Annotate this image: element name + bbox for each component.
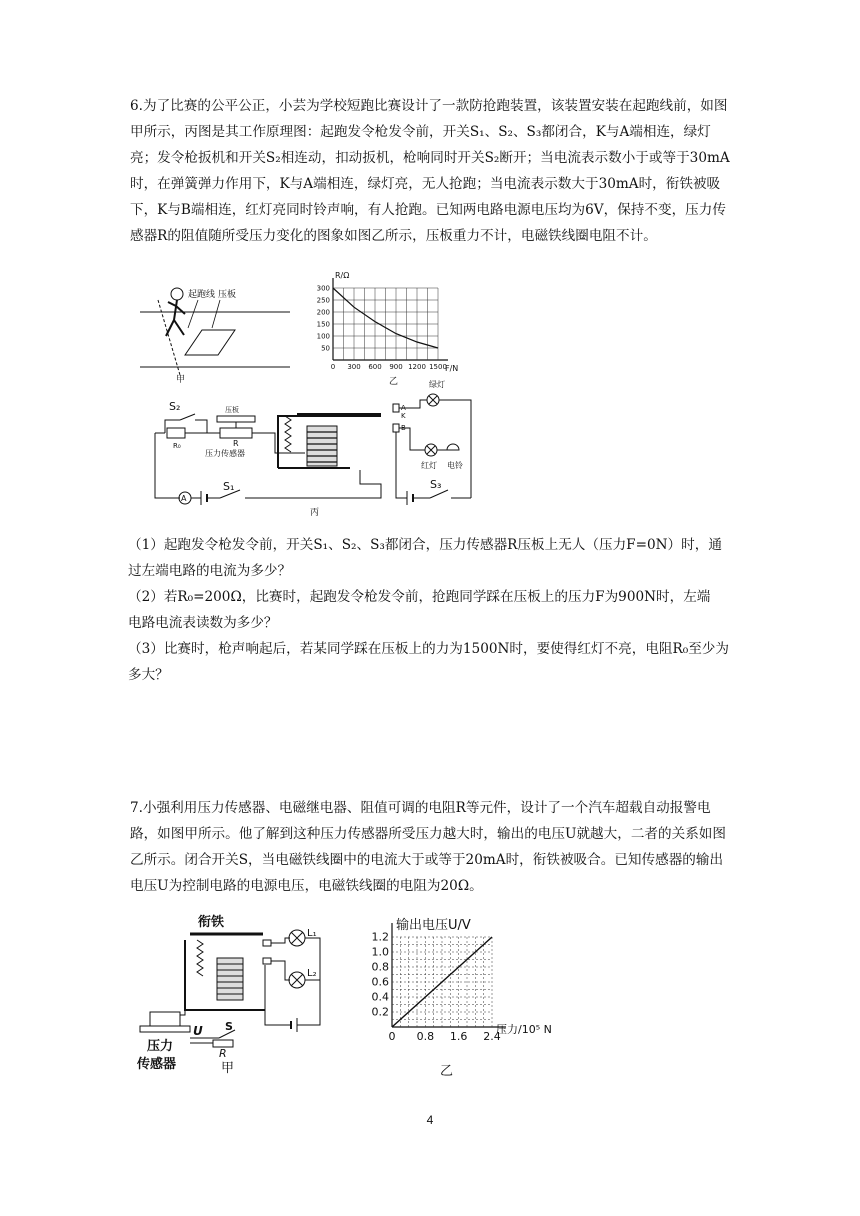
chart6-caption: 乙: [389, 377, 399, 387]
svg-text:压力传感器: 压力传感器: [205, 449, 245, 458]
resistor-r-icon: [213, 1040, 233, 1047]
chart7-ytick-label: 1.0: [371, 945, 389, 959]
svg-text:L₂: L₂: [307, 968, 317, 979]
bell-icon: [447, 444, 459, 450]
chart7-xlabel: 压力/10⁵ N: [496, 1023, 552, 1036]
svg-text:甲: 甲: [221, 1061, 235, 1076]
svg-text:压板: 压板: [225, 406, 239, 414]
svg-text:R: R: [233, 439, 239, 448]
chart7-xtick-label: 1.6: [449, 1030, 468, 1043]
caption-jia: 甲: [176, 375, 186, 385]
sensor-icon: [150, 1012, 180, 1026]
chart7-ytick-label: 0.2: [371, 1005, 389, 1019]
resistor-r0-icon: [167, 428, 185, 438]
q6-sub2b: 电路电流表读数为多少？: [128, 615, 278, 631]
chart6-xtick-label: 0: [330, 363, 336, 371]
chart6-ylabel: R/Ω: [335, 271, 350, 280]
chart7-xtick-label: 0: [388, 1030, 396, 1043]
chart7-ytick-label: 0.8: [371, 960, 389, 974]
svg-text:丙: 丙: [310, 508, 320, 518]
q6-sub2a: （2）若R₀=200Ω，比赛时，起跑发令枪发令前，抢跑同学踩在压板上的压力F为900N时，左端: [128, 589, 711, 605]
chart6-xtick-label: 1200: [408, 363, 426, 371]
q6-subquestions: [128, 532, 730, 688]
svg-text:R: R: [219, 1047, 227, 1060]
svg-text:电铃: 电铃: [447, 461, 463, 470]
spring-icon: [285, 416, 291, 452]
label-plate: 压板: [218, 290, 237, 300]
svg-text:A: A: [401, 404, 406, 412]
svg-text:U: U: [193, 1024, 203, 1038]
svg-text:红灯: 红灯: [421, 461, 437, 470]
q7-chart-yi: [362, 915, 592, 1080]
svg-text:S₂: S₂: [169, 400, 181, 413]
chart7-xtick-label: 0.8: [416, 1030, 435, 1043]
chart6-ytick-label: 50: [321, 344, 330, 353]
chart7-ytick-label: 1.2: [371, 930, 389, 944]
svg-text:A: A: [181, 494, 187, 503]
chart7-ylabel: 输出电压U/V: [396, 918, 471, 933]
chart6-ytick-label: 200: [316, 308, 330, 317]
page-number: 4: [426, 1113, 434, 1127]
q6-figure-jia: [140, 280, 300, 385]
svg-text:S: S: [225, 1020, 233, 1033]
chart6-ytick-label: 100: [316, 332, 330, 341]
label-start-line: 起跑线: [188, 290, 216, 300]
svg-text:绿灯: 绿灯: [429, 380, 445, 389]
svg-text:K: K: [401, 412, 406, 420]
chart6-xtick-label: 300: [347, 363, 361, 371]
q6-sub3: （3）比赛时，枪声响起后，若某同学踩在压板上的力为1500N时，要使得红灯不亮，电阻R₀至少为多大？: [128, 641, 729, 683]
chart6-ytick-label: 250: [316, 296, 330, 305]
chart6-ytick-label: 300: [316, 284, 330, 293]
svg-text:R₀: R₀: [173, 442, 181, 450]
chart6-xtick-label: 600: [368, 363, 382, 371]
chart7-ytick-label: 0.4: [371, 990, 389, 1004]
q7-stem: 7.小强利用压力传感器、电磁继电器、阻值可调的电阻R等元件，设计了一个汽车超载自动报警电路，如图甲所示。他了解到这种压力传感器所受压力越大时，输出的电压U就越大，二者的关系如图乙所示。闭合开关S，当电磁铁线圈中的电流大于或等于20mA时，衔铁被吸合。已知传感器的输出电压U为控制电路的电源电压，电磁铁线圈的电阻为20Ω。: [130, 800, 726, 894]
switch-s3-icon: [430, 490, 448, 498]
chart7-ytick-label: 0.6: [371, 975, 389, 989]
svg-text:S₃: S₃: [430, 478, 442, 491]
q6-sub1: （1）起跑发令枪发令前，开关S₁、S₂、S₃都闭合，压力传感器R压板上无人（压力F=0N）时，通过左端电路的电流为多少？: [128, 537, 722, 579]
sensor-r-icon: [220, 428, 252, 438]
q6-stem: 6.为了比赛的公平公正，小芸为学校短跑比赛设计了一款防抢跑装置，该装置安装在起跑线前，如图甲所示，丙图是其工作原理图：起跑发令枪发令前，开关S₁、S₂、S₃都闭合，K与A端相连，绿灯亮；发令枪扳机和开关S₂相连动，扣动扳机，枪响同时开关S₂断开；当电流表示数小于或等于30mA时，在弹簧弹力作用下，K与A端相连，绿灯亮，无人抢跑；当电流表示数大于30mA时，衔铁被吸下，K与B端相连，红灯亮同时铃声响，有人抢跑。已知两电路电源电压均为6V，保持不变，压力传感器R的阻值随所受压力变化的图象如图乙所示，压板重力不计，电磁铁线圈电阻不计。: [130, 98, 730, 244]
chart7-caption: 乙: [440, 1064, 454, 1079]
svg-text:压力: 压力: [147, 1039, 174, 1054]
svg-text:S₁: S₁: [223, 480, 235, 493]
svg-text:传感器: 传感器: [137, 1057, 177, 1072]
svg-text:L₁: L₁: [307, 928, 317, 939]
chart6-xtick-label: 900: [389, 363, 403, 371]
chart6-xlabel: F/N: [445, 364, 459, 373]
q6-circuit-bing: [145, 380, 485, 518]
q6-chart-yi: [305, 268, 485, 388]
q7-circuit-jia: [135, 910, 335, 1075]
chart6-xtick-label: 1500: [429, 363, 447, 371]
svg-text:B: B: [401, 424, 406, 432]
switch-s2-icon: [180, 414, 195, 420]
svg-text:衔铁: 衔铁: [198, 915, 225, 930]
chart7-xtick-label: 2.4: [483, 1030, 501, 1043]
chart6-ytick-label: 150: [316, 320, 330, 329]
